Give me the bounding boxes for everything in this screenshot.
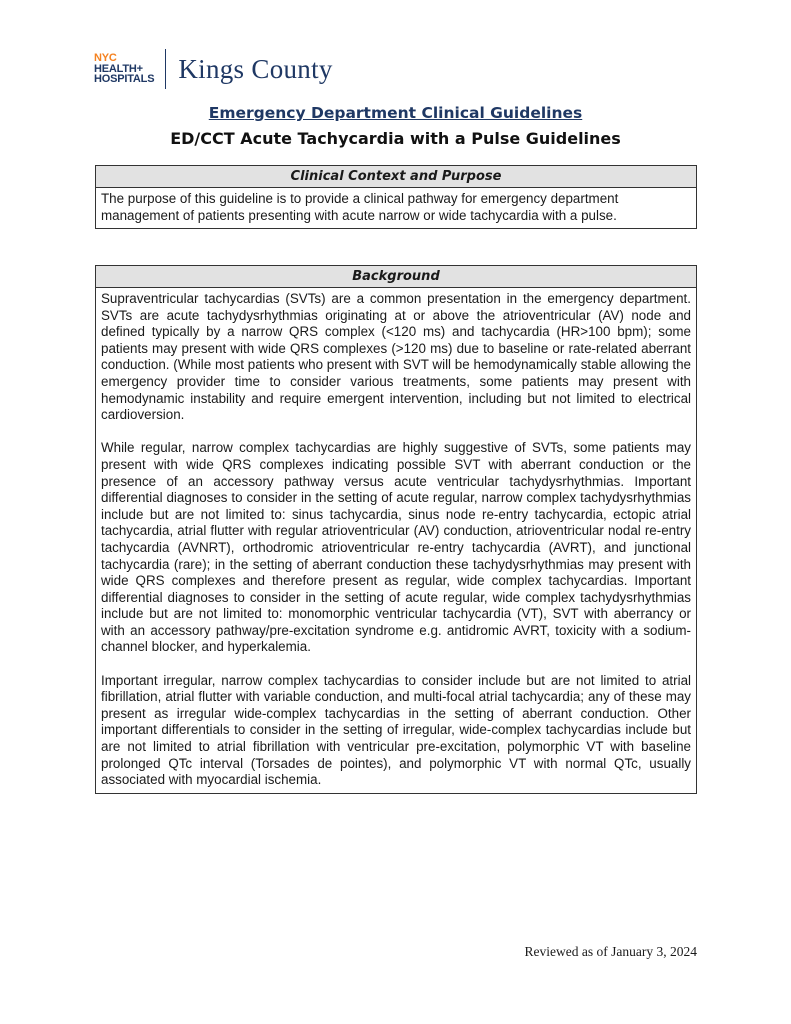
paragraph: While regular, narrow complex tachycardias are highly suggestive of SVTs, some patients may present with wide QRS complexes indicating possible SVT with aberrant conduction or the presence of an accessory pathway versus acute ventricular tachydysrhythmias. Important differential diagnoses to consider in the setting of acute regular, narrow complex tachydysrhythmias include but are not limited to: sinus tachycardia, sinus node re-entry tachycardia, ectopic atrial tachycardia, atrial flutter with regular atrioventricular (AV) conduction, atrioventricular nodal re-entry tachycardia (AVNRT), orthodromic atrioventricular re-entry tachycardia (AVRT), and junctional tachycardia (rare); in the setting of aberrant conduction these tachydysrhythmias may present with wide QRS complexes and therefore present as regular, wide complex tachycardias. Important differential diagnoses to consider in the setting of acute regular, wide complex tachydysrhythmias include but are not limited to: monomorphic ventricular tachycardia (VT), SVT with aberrancy or with an accessory pathway/pre-excitation syndrome e.g. antidromic AVRT, toxicity with a sodium-channel blocker, and hyperkalemia.	[101, 440, 691, 655]
section-heading: Background	[96, 266, 696, 288]
section-background	[95, 265, 697, 794]
logo-health-text: HEALTH+	[94, 62, 143, 75]
section-heading: Clinical Context and Purpose	[96, 166, 696, 188]
logo-hospitals-text: HOSPITALS	[94, 73, 155, 86]
logo-divider	[165, 49, 166, 89]
logo-campus-name: Kings County	[178, 53, 333, 84]
logo-nyc-text: NYC	[94, 52, 117, 65]
section-clinical-context	[95, 165, 697, 229]
review-date: Reviewed as of January 3, 2024	[524, 944, 697, 959]
paragraph: Important irregular, narrow complex tachycardias to consider include but are not limited to atrial fibrillation, atrial flutter with variable conduction, and multi-focal atrial tachycardia; any of these may present as irregular wide-complex tachycardias in the setting of aberrant conduction. Other important differentials to consider in the setting of irregular, wide-complex tachycardias include but are not limited to atrial fibrillation with ventricular pre-excitation, polymorphic VT with baseline prolonged QTc interval (Torsades de pointes), and polymorphic VT with normal QTc, usually associated with myocardial ischemia.	[101, 672, 691, 788]
document-title: ED/CCT Acute Tachycardia with a Pulse Guidelines	[170, 129, 621, 148]
paragraph: The purpose of this guideline is to provide a clinical pathway for emergency department management of patients presenting with acute narrow or wide tachycardia with a pulse.	[101, 191, 619, 223]
hospital-logo	[94, 48, 333, 90]
section-body	[96, 188, 696, 228]
nyc-health-hospitals-wordmark	[94, 53, 154, 85]
paragraph: Supraventricular tachycardias (SVTs) are a common presentation in the emergency department. SVTs are acute tachydysrhythmias originating at or above the atrioventricular (AV) node and defined typically by a narrow QRS complex (<120 ms) and tachycardia (HR>100 bpm); some patients may present with wide QRS complexes (>120 ms) due to baseline or rate-related aberrant conduction. (While most patients who present with SVT will be hemodynamically stable allowing the emergency provider time to consider various treatments, some patients may present with hemodynamic instability and require emergent intervention, including but not limited to electrical cardioversion.	[101, 291, 691, 423]
section-body	[96, 288, 696, 793]
document-category: Emergency Department Clinical Guidelines	[208, 104, 583, 122]
